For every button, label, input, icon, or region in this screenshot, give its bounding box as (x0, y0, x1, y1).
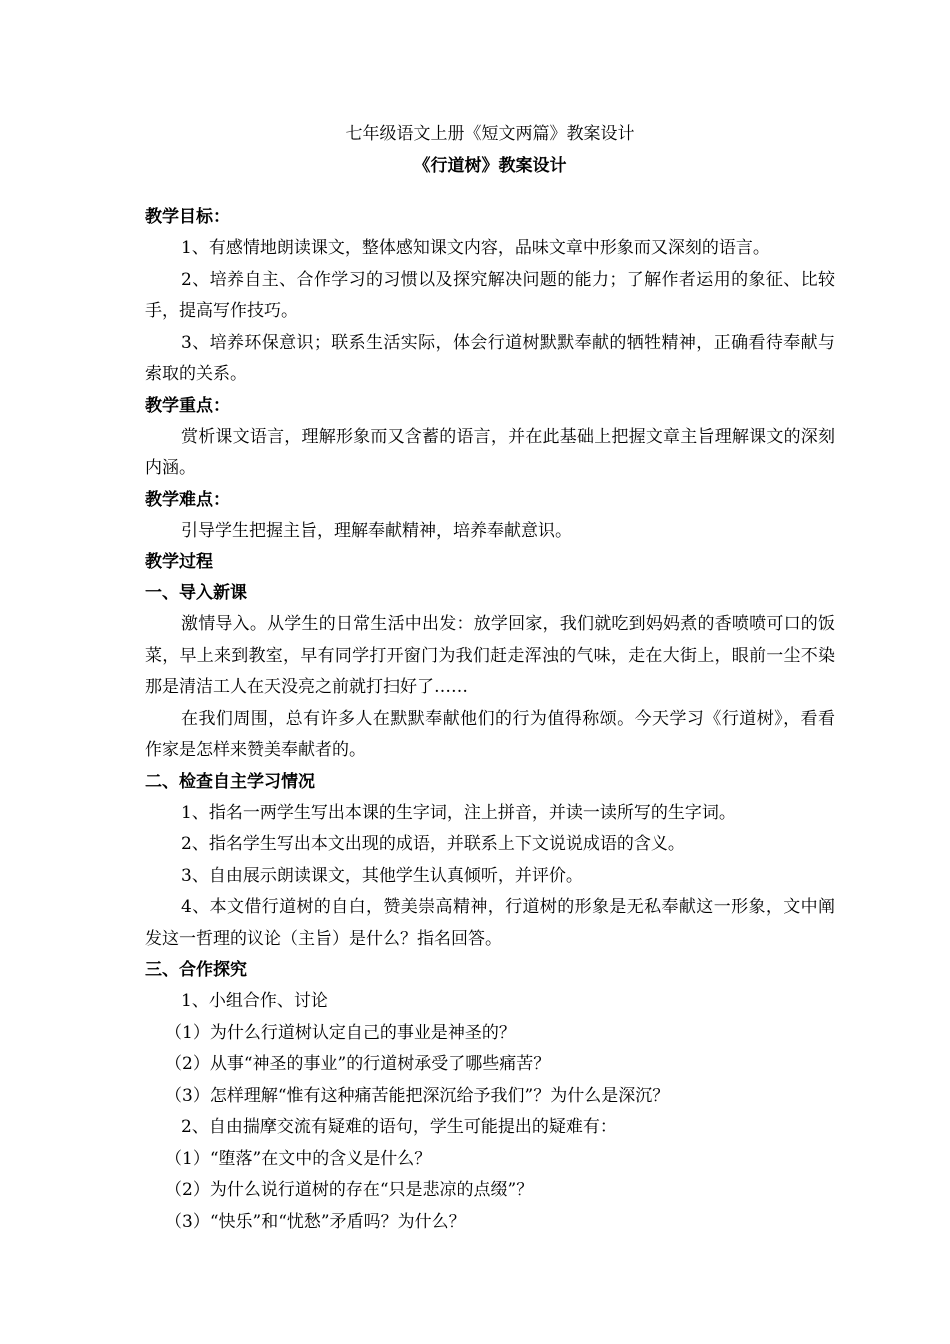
part1-paragraph: 在我们周围，总有许多人在默默奉献他们的行为值得称颂。今天学习《行道树》，看看作家是怎样来赞美奉献者的。 (145, 708, 835, 760)
part2-heading: 二、检查自主学习情况 (145, 771, 315, 792)
goal-item: 3、培养环保意识；联系生活实际，体会行道树默默奉献的牺牲精神，正确看待奉献与索取的关系。 (145, 332, 835, 384)
part3-item1: 1、小组合作、讨论 (181, 991, 328, 1011)
part3-heading: 三、合作探究 (145, 960, 247, 980)
part2-item: 1、指名一两学生写出本课的生字词，注上拼音，并读一读所写的生字词。 (181, 802, 736, 823)
part3-question: （3）“快乐”和“忧愁”矛盾吗？为什么？ (165, 1211, 466, 1232)
part3-question: （2）从事“神圣的事业”的行道树承受了哪些痛苦？ (165, 1054, 551, 1074)
part1-heading: 一、导入新课 (145, 583, 247, 603)
document-title: 七年级语文上册《短文两篇》教案设计 (345, 124, 635, 144)
goal-item: 1、有感情地朗读课文，整体感知课文内容，品味文章中形象而又深刻的语言。 (181, 238, 770, 258)
key-points-heading: 教学重点： (145, 395, 230, 416)
part3-question: （2）为什么说行道树的存在“只是悲凉的点缀”？ (165, 1180, 534, 1200)
part3-question: （1）为什么行道树认定自己的事业是神圣的？ (165, 1022, 516, 1043)
document-body (145, 118, 835, 1238)
goal-item: 2、培养自主、合作学习的习惯以及探究解决问题的能力；了解作者运用的象征、比较手，提高写作技巧。 (145, 269, 835, 321)
part3-question: （3）怎样理解“惟有这种痛苦能把深沉给予我们”？为什么是深沉？ (165, 1085, 670, 1106)
part1-paragraph: 激情导入。从学生的日常生活中出发：放学回家，我们就吃到妈妈煮的香喷喷可口的饭菜，早上来到教室，早有同学打开窗门为我们赶走浑浊的气味，走在大街上，眼前一尘不染那是清洁工人在天没亮之前就打扫好了…… (145, 614, 835, 697)
part3-item2: 2、自由揣摩交流有疑难的语句，学生可能提出的疑难有： (181, 1117, 617, 1137)
key-points-text: 赏析课文语言，理解形象而又含蓄的语言，并在此基础上把握文章主旨理解课文的深刻内涵。 (145, 426, 835, 478)
difficulties-heading: 教学难点： (145, 489, 230, 510)
part2-item: 3、自由展示朗读课文，其他学生认真倾听，并评价。 (181, 865, 583, 886)
difficulties-text: 引导学生把握主旨，理解奉献精神，培养奉献意识。 (181, 520, 572, 541)
part3-question: （1）“堕落”在文中的含义是什么？ (165, 1148, 432, 1169)
goals-heading: 教学目标： (145, 207, 230, 227)
part2-item: 4、本文借行道树的自白，赞美崇高精神，行道树的形象是无私奉献这一形象，文中阐发这一哲理的议论（主旨）是什么？指名回答。 (145, 897, 835, 949)
part2-item: 2、指名学生写出本文出现的成语，并联系上下文说说成语的含义。 (181, 834, 685, 854)
document-subtitle: 《行道树》教案设计 (413, 156, 567, 176)
process-heading: 教学过程 (145, 552, 213, 572)
